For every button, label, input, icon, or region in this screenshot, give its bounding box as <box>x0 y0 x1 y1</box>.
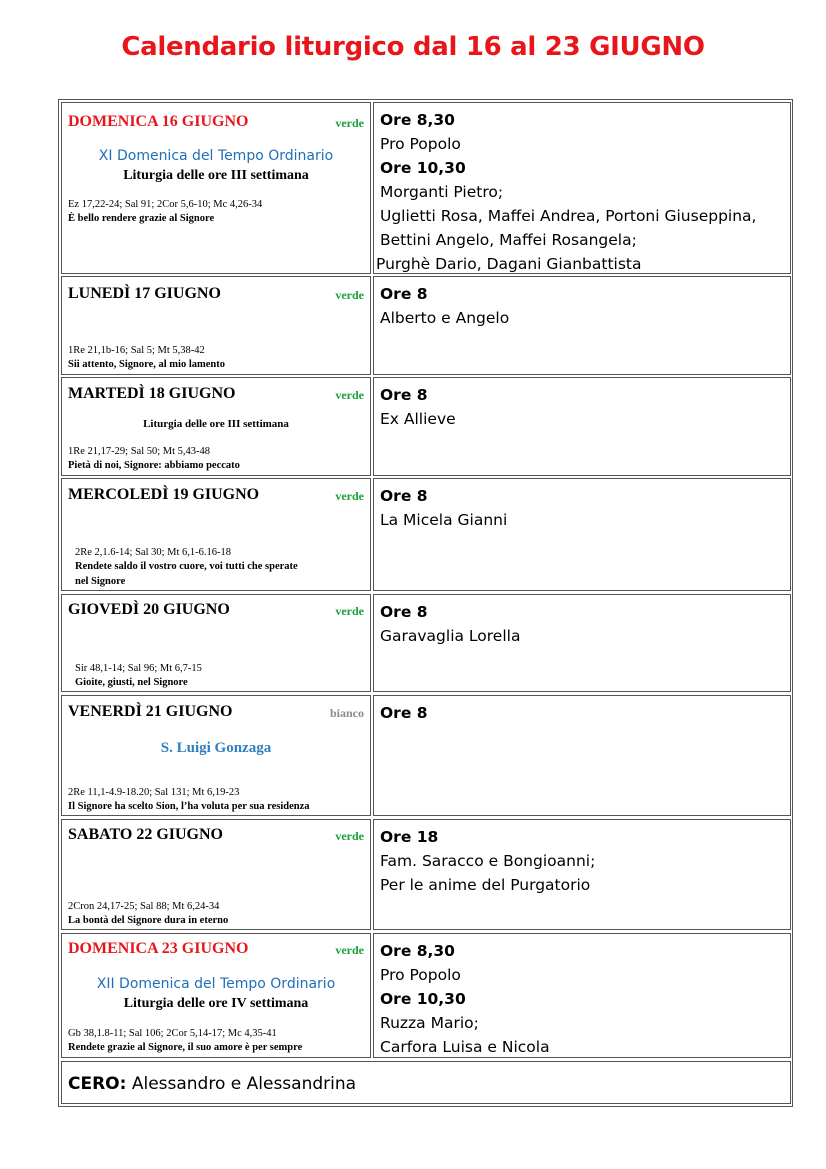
readings: Sir 48,1-14; Sal 96; Mt 6,7-15 <box>75 663 202 674</box>
readings: 2Re 11,1-4.9-18.20; Sal 131; Mt 6,19-23 <box>68 787 240 798</box>
mass-list <box>380 939 550 1059</box>
readings: 1Re 21,17-29; Sal 50; Mt 5,43-48 <box>68 446 211 457</box>
day-title: LUNEDÌ 17 GIUGNO <box>68 285 221 302</box>
psalm-response: Pietà di noi, Signore: abbiamo peccato <box>68 460 240 471</box>
liturgy-week: Liturgia delle ore III settimana <box>123 168 309 183</box>
mass-cell-tuesday-18 <box>373 377 791 476</box>
liturgical-color: verde <box>335 604 364 618</box>
readings: 2Cron 24,17-25; Sal 88; Mt 6,24-34 <box>68 901 220 912</box>
mass-intention: Ruzza Mario; <box>380 1014 479 1032</box>
readings: 1Re 21,1b-16; Sal 5; Mt 5,38-42 <box>68 345 205 356</box>
mass-time: Ore 8 <box>380 285 428 303</box>
mass-intention: Per le anime del Purgatorio <box>380 876 591 894</box>
cero-label: CERO: <box>68 1074 127 1094</box>
day-cell-saturday-22 <box>61 819 371 930</box>
mass-intention: Purghè Dario, Dagani Gianbattista <box>376 255 642 273</box>
day-title: SABATO 22 GIUGNO <box>68 826 223 843</box>
cero-cell <box>61 1061 791 1104</box>
liturgical-color: verde <box>335 388 364 402</box>
mass-list <box>376 108 757 276</box>
mass-cell-thursday-20 <box>373 594 791 692</box>
day-title: VENERDÌ 21 GIUGNO <box>68 703 233 720</box>
mass-time: Ore 18 <box>380 828 439 846</box>
day-cell-sunday-23 <box>61 933 371 1058</box>
day-cell-monday-17 <box>61 276 371 375</box>
psalm-response: È bello rendere grazie al Signore <box>68 213 215 224</box>
feast-name: S. Luigi Gonzaga <box>160 740 272 756</box>
mass-cell-monday-17 <box>373 276 791 375</box>
day-title: MARTEDÌ 18 GIUGNO <box>68 385 236 402</box>
psalm-response: Sii attento, Signore, al mio lamento <box>68 359 226 370</box>
liturgical-color: verde <box>335 288 364 302</box>
psalm-response: Rendete grazie al Signore, il suo amore è per sempre <box>68 1042 303 1053</box>
mass-time: Ore 10,30 <box>380 159 466 177</box>
mass-list <box>380 825 595 897</box>
readings: Ez 17,22-24; Sal 91; 2Cor 5,6-10; Mc 4,26-34 <box>68 199 263 210</box>
mass-list <box>380 383 456 431</box>
mass-time: Ore 8 <box>380 704 428 722</box>
mass-intention: Pro Popolo <box>380 135 461 153</box>
liturgical-color: verde <box>335 116 364 130</box>
feast-name: XII Domenica del Tempo Ordinario <box>96 976 336 992</box>
mass-cell-friday-21 <box>373 695 791 816</box>
psalm-response: Gioite, giusti, nel Signore <box>75 677 188 688</box>
cero-value: Alessandro e Alessandrina <box>131 1074 357 1094</box>
day-title: DOMENICA 23 GIUGNO <box>68 940 249 957</box>
cero-line <box>68 1074 356 1094</box>
mass-time: Ore 8 <box>380 386 428 404</box>
mass-intention: Pro Popolo <box>380 966 461 984</box>
day-cell-tuesday-18 <box>61 377 371 476</box>
feast-name: XI Domenica del Tempo Ordinario <box>98 148 334 164</box>
psalm-response: La bontà del Signore dura in eterno <box>68 915 229 926</box>
liturgical-color: verde <box>335 829 364 843</box>
liturgy-week: Liturgia delle ore IV settimana <box>123 996 309 1011</box>
mass-cell-sunday-16 <box>373 102 791 274</box>
day-cell-thursday-20 <box>61 594 371 692</box>
mass-time: Ore 8 <box>380 487 428 505</box>
mass-list <box>380 484 507 532</box>
mass-intention: Alberto e Angelo <box>380 309 510 327</box>
mass-intention: Bettini Angelo, Maffei Rosangela; <box>380 231 637 249</box>
liturgical-color: verde <box>335 489 364 503</box>
mass-cell-sunday-23 <box>373 933 791 1058</box>
day-title: DOMENICA 16 GIUGNO <box>68 113 249 130</box>
mass-time: Ore 8,30 <box>380 111 455 129</box>
day-title: MERCOLEDÌ 19 GIUGNO <box>68 486 260 503</box>
mass-list <box>380 701 428 725</box>
mass-list <box>380 600 520 648</box>
mass-intention: Garavaglia Lorella <box>380 627 521 645</box>
readings: Gb 38,1.8-11; Sal 106; 2Cor 5,14-17; Mc 4,35-41 <box>68 1028 277 1039</box>
liturgical-color: bianco <box>329 706 364 720</box>
page-title: Calendario liturgico dal 16 al 23 GIUGNO <box>121 32 705 62</box>
mass-cell-saturday-22 <box>373 819 791 930</box>
mass-intention: Uglietti Rosa, Maffei Andrea, Portoni Giuseppina, <box>380 207 757 225</box>
day-title: GIOVEDÌ 20 GIUGNO <box>68 601 230 618</box>
liturgical-color: verde <box>335 943 364 957</box>
mass-intention: Ex Allieve <box>380 410 456 428</box>
day-cell-friday-21 <box>61 695 371 816</box>
psalm-response: Il Signore ha scelto Sion, l’ha voluta per sua residenza <box>68 801 310 812</box>
day-cell-wednesday-19 <box>61 478 371 591</box>
psalm-response-line: nel Signore <box>75 576 126 587</box>
mass-cell-wednesday-19 <box>373 478 791 591</box>
psalm-response-line: Rendete saldo il vostro cuore, voi tutti che sperate <box>75 561 298 572</box>
mass-intention: Carfora Luisa e Nicola <box>380 1038 550 1056</box>
day-cell-sunday-16 <box>61 102 371 274</box>
mass-intention: Fam. Saracco e Bongioanni; <box>380 852 596 870</box>
mass-intention: Morganti Pietro; <box>380 183 504 201</box>
liturgy-week: Liturgia delle ore III settimana <box>143 418 289 430</box>
mass-list <box>380 282 509 330</box>
mass-time: Ore 8 <box>380 603 428 621</box>
mass-time: Ore 10,30 <box>380 990 466 1008</box>
mass-intention: La Micela Gianni <box>380 511 508 529</box>
mass-time: Ore 8,30 <box>380 942 455 960</box>
readings: 2Re 2,1.6-14; Sal 30; Mt 6,1-6.16-18 <box>75 547 232 558</box>
